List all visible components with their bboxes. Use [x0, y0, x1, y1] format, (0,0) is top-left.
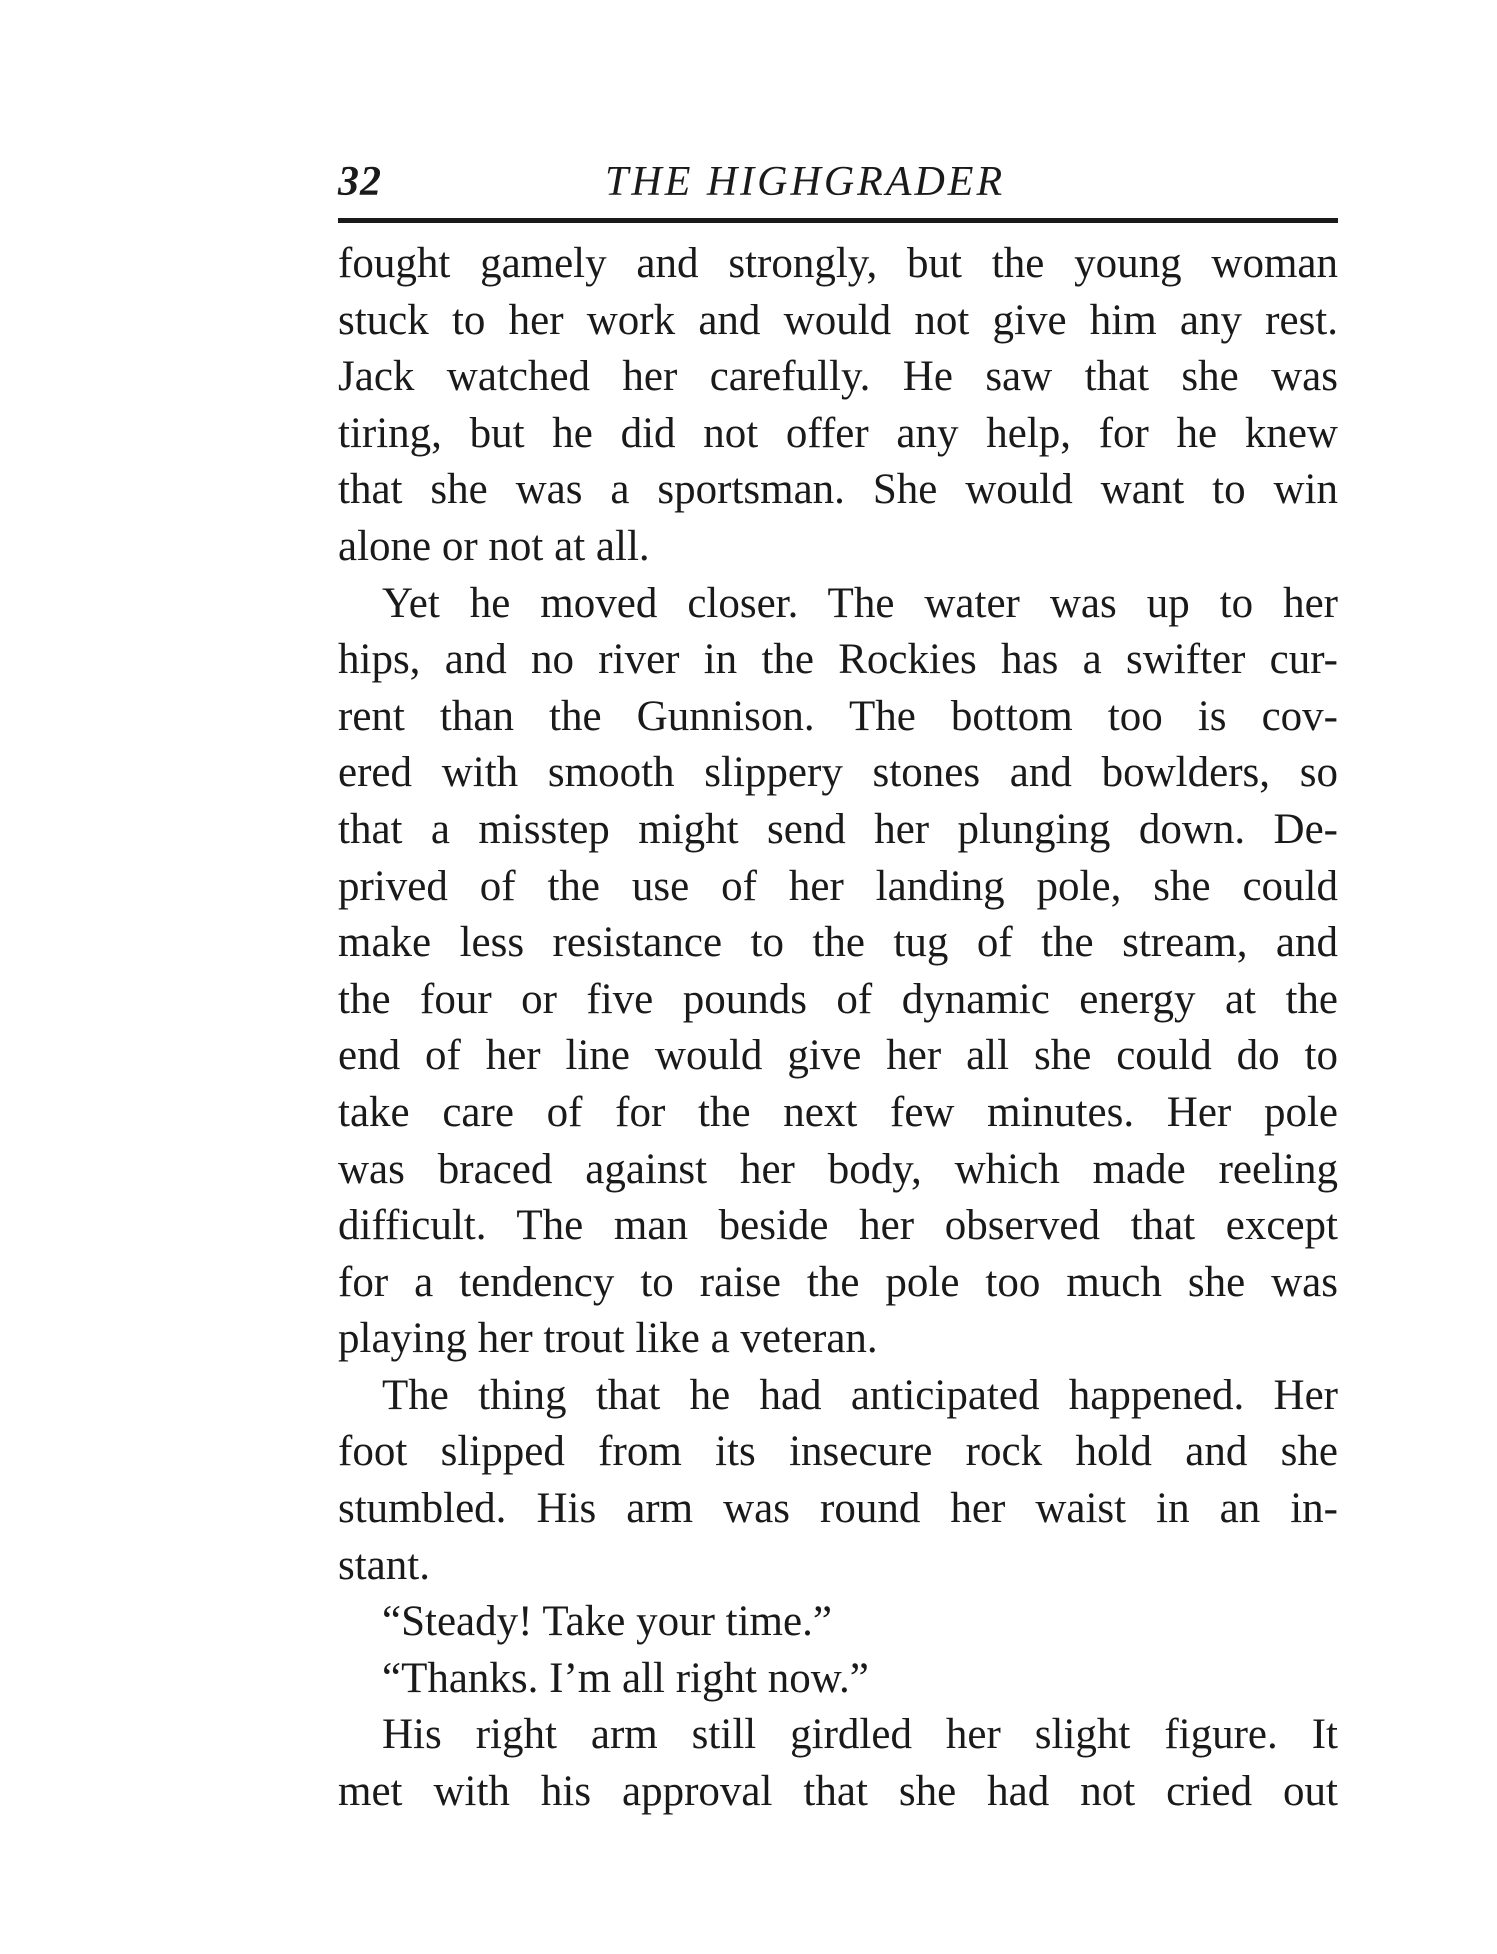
text-line: stant. — [338, 1541, 430, 1589]
paragraph — [338, 1368, 1338, 1594]
text-line: end of her line would give her all she could do to — [338, 1032, 1338, 1080]
text-line: foot slipped from its insecure rock hold and she — [338, 1428, 1338, 1476]
text-line: “Thanks. I’m all right now.” — [382, 1654, 869, 1702]
text-line: fought gamely and strongly, but the young woman — [338, 240, 1338, 287]
text-line: that she was a sportsman. She would want to win — [338, 466, 1338, 514]
page-header — [338, 158, 1338, 218]
text-line: that a misstep might send her plunging down. De- — [338, 805, 1338, 853]
paragraph — [338, 576, 1338, 1368]
text-line: make less resistance to the tug of the stream, and — [338, 919, 1338, 967]
text-line: The thing that he had anticipated happened. Her — [382, 1371, 1338, 1419]
text-line: met with his approval that she had not cried out — [338, 1768, 1338, 1816]
paragraph — [338, 236, 1338, 576]
paragraph — [338, 1651, 1338, 1708]
text-line: Jack watched her carefully. He saw that she was — [338, 353, 1338, 401]
body-text — [338, 236, 1338, 1821]
paragraph — [338, 1707, 1338, 1820]
page-number: 32 — [338, 159, 382, 205]
text-line: stumbled. His arm was round her waist in an in- — [338, 1485, 1338, 1533]
text-line: prived of the use of her landing pole, she could — [338, 862, 1338, 910]
text-line: ered with smooth slippery stones and bowlders, so — [338, 749, 1338, 797]
paragraph — [338, 1594, 1338, 1651]
text-line: the four or five pounds of dynamic energy at the — [338, 975, 1338, 1023]
text-line: for a tendency to raise the pole too much she was — [338, 1258, 1338, 1306]
header-rule — [338, 218, 1338, 223]
text-line: His right arm still girdled her slight figure. It — [382, 1711, 1338, 1759]
text-line: hips, and no river in the Rockies has a swifter cur- — [338, 636, 1338, 684]
text-line: “Steady! Take your time.” — [382, 1598, 832, 1646]
text-line: playing her trout like a veteran. — [338, 1315, 878, 1363]
text-line: difficult. The man beside her observed that except — [338, 1202, 1338, 1250]
text-line: was braced against her body, which made reeling — [338, 1145, 1338, 1193]
text-line: rent than the Gunnison. The bottom too is cov- — [338, 692, 1338, 740]
text-line: take care of for the next few minutes. Her pole — [338, 1088, 1338, 1136]
text-line: Yet he moved closer. The water was up to her — [382, 579, 1338, 627]
text-line: tiring, but he did not offer any help, for he knew — [338, 409, 1338, 457]
running-title: THE HIGHGRADER — [605, 159, 1006, 205]
text-line: alone or not at all. — [338, 522, 650, 570]
text-line: stuck to her work and would not give him any rest. — [338, 296, 1338, 344]
